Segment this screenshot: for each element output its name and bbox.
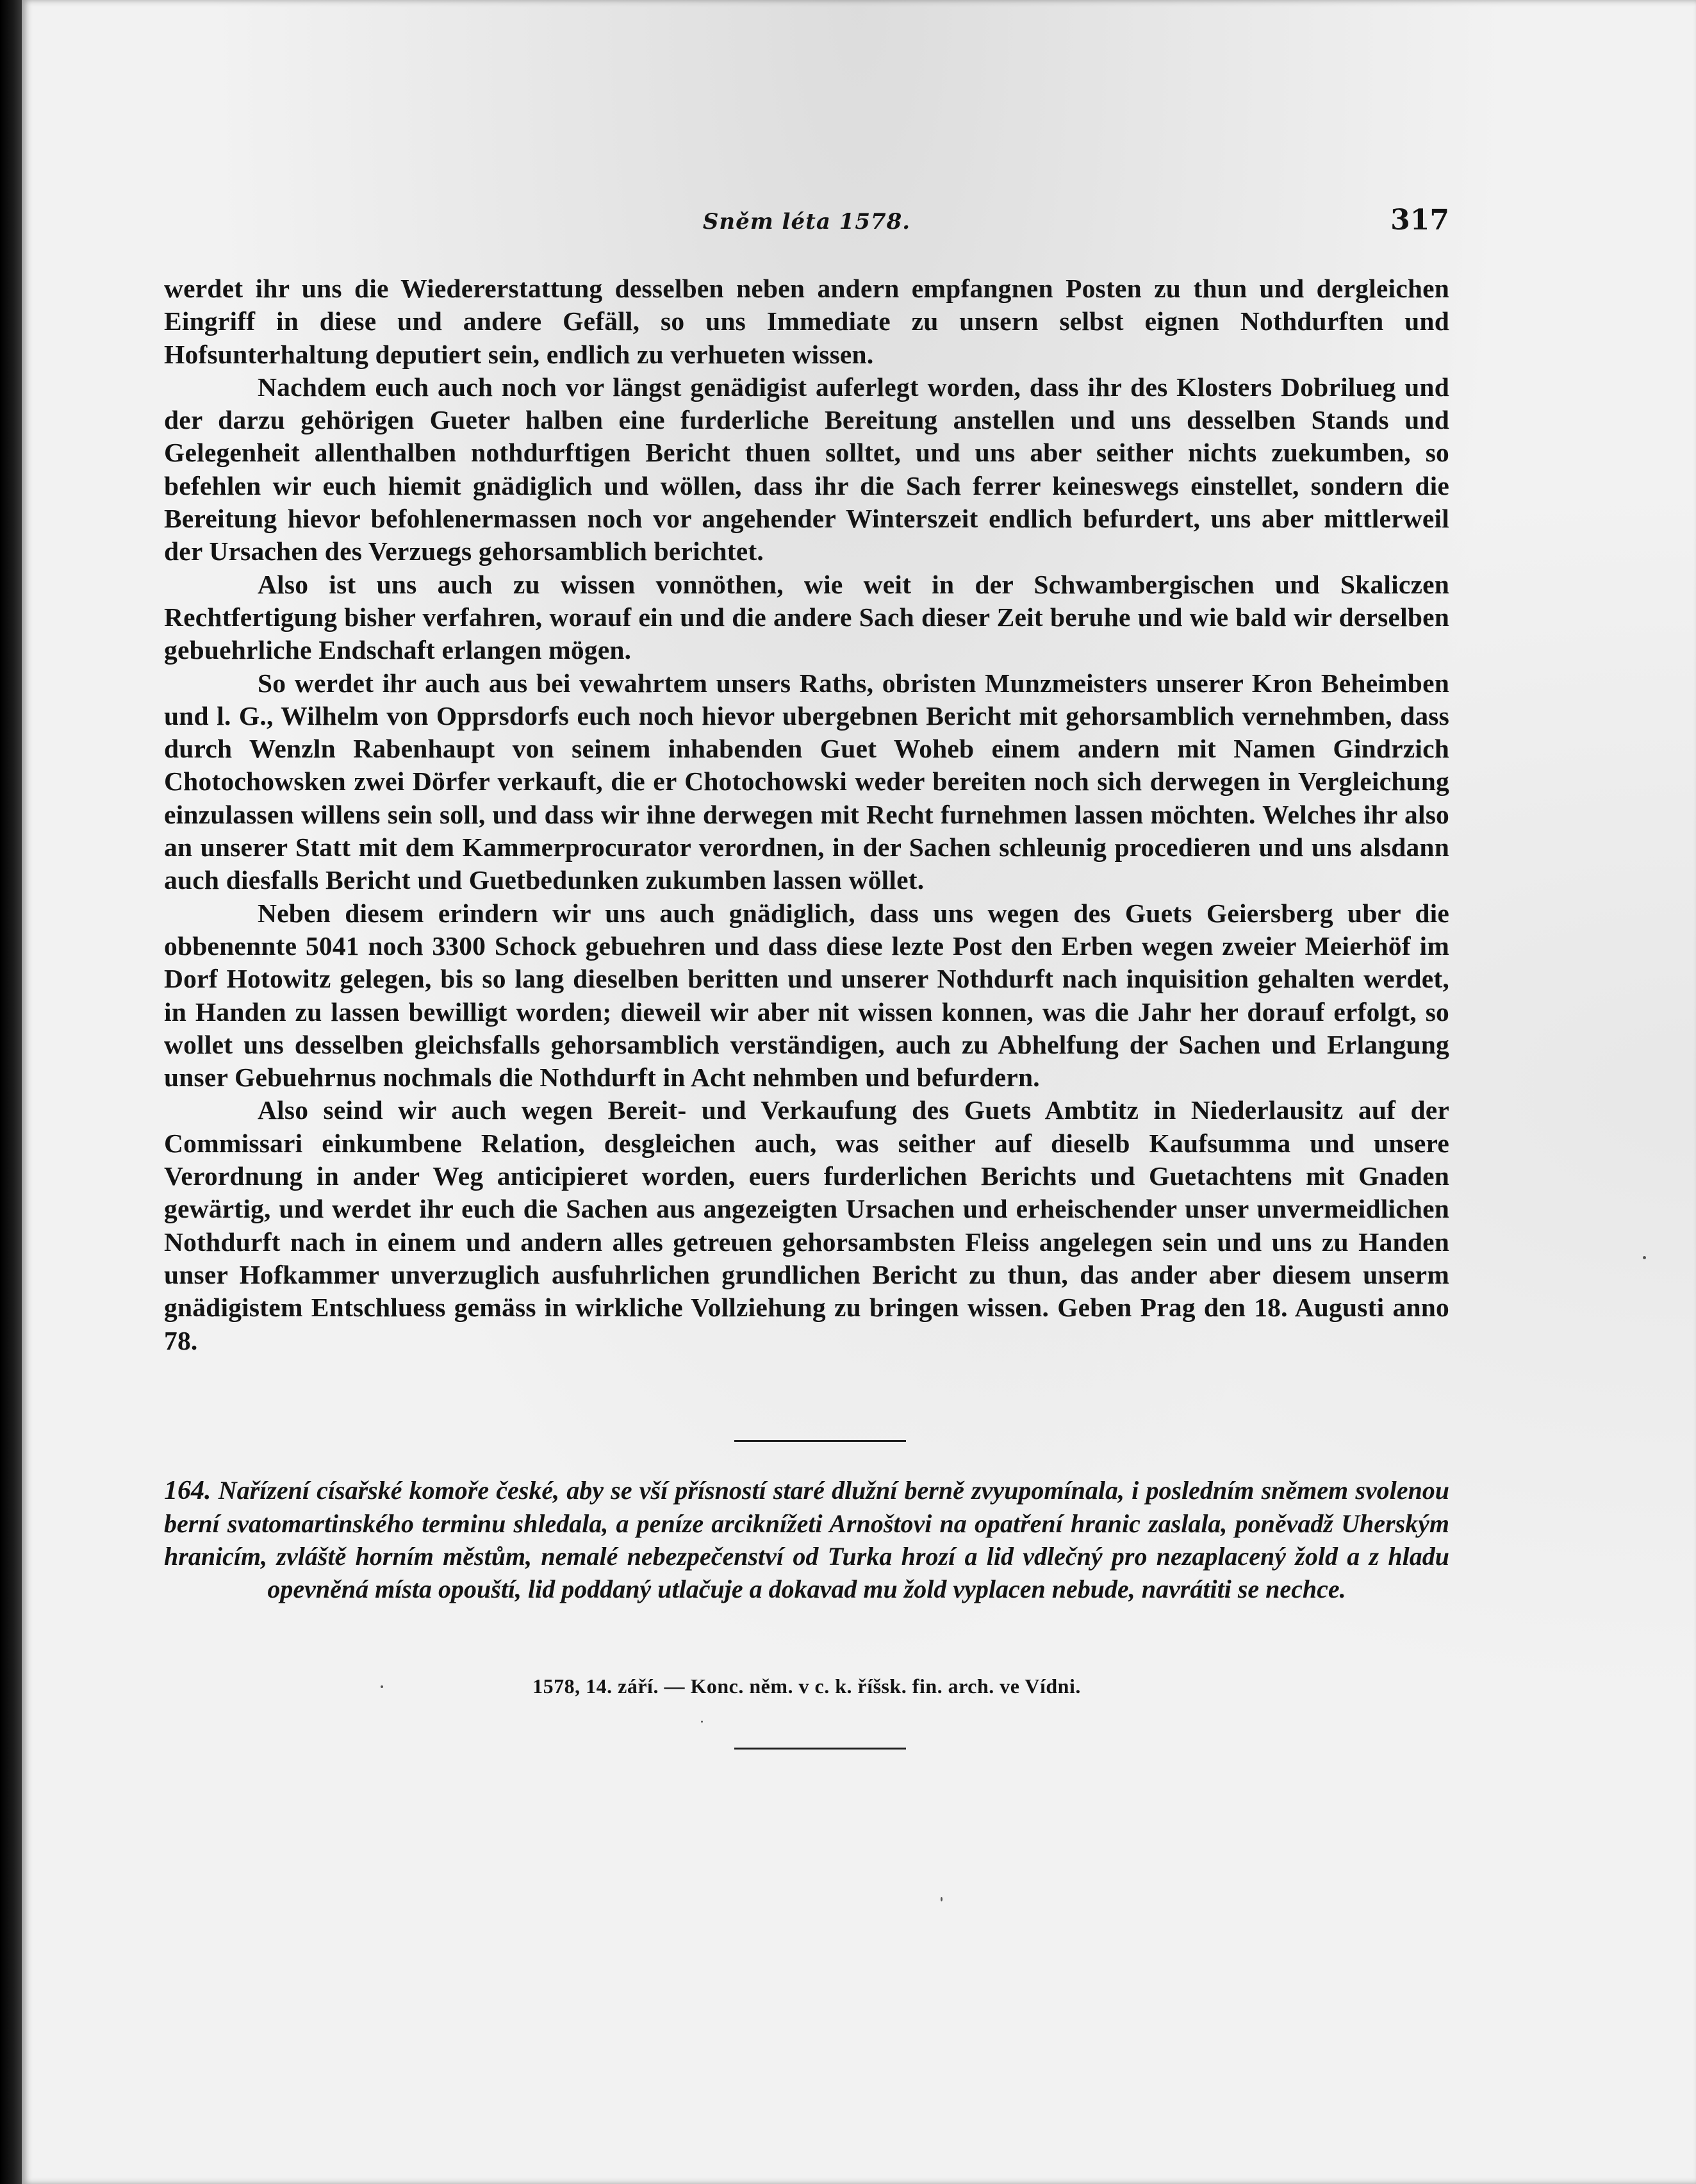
paragraph: So werdet ihr auch aus bei vewahrtem unsers Raths, obristen Munzmeisters unserer Kron Beheimben und l. G., Wilhelm von Opprsdorfs euch noch hievor ubergebnen Bericht mit gehorsamblich vernehmben, dass durch Wenzln Rabenhaupt von seinem inhabenden Guet Woheb einem andern mit Namen Gindrzich Chotochowsken zwei Dörfer verkauft, die er Chotochowski weder bereiten noch sich derwegen in Vergleichung einzulassen willens sein soll, und dass wir ihne derwegen mit Recht furnehmen lassen möchten. Welches ihr also an unserer Statt mit dem Kammerprocurator verordnen, in der Sachen schleunig procedieren und uns alsdann auch diesfalls Bericht und Guetbedunken zukumben lassen wöllet. [164,668,1449,895]
paragraph: Also seind wir auch wegen Bereit- und Verkaufung des Guets Ambtitz in Niederlausitz auf der Commissari einkumbene Relation, desgleichen auch, was seither auf dieselb Kaufsumma und unsere Verordnung in ander Weg anticipieret worden, euers furderlichen Berichts und Guetachtens mit Gnaden gewärtig, und werdet ihr euch die Sachen aus angezeigten Ursachen und erheischender unser unvermeidlichen Nothdurft nach in einem und andern alles getreuen gehorsambsten Fleiss angelegen sein und uns zu Handen unser Hofkammer unverzuglich ausfuhrlichen grundlichen Bericht zu thun, das ander aber diesem unserm gnädigistem Entschluess gemäss in wirkliche Vollziehung zu bringen wissen. Geben Prag den 18. Augusti anno 78. [164,1095,1449,1355]
paragraph: Also ist uns auch zu wissen vonnöthen, wie weit in der Schwambergischen und Skaliczen Rechtfertigung bisher verfahren, worauf ein und die andere Sach dieser Zeit beruhe und wie bald wir derselben gebuehrliche Endschaft erlangen mögen. [164,569,1449,665]
document-number: 164. [164,1476,211,1505]
page-header [164,204,1449,242]
scan-speck [941,1897,943,1901]
section-divider [734,1440,906,1442]
scan-speck [701,1721,703,1723]
paragraph: werdet ihr uns die Wiedererstattung desselben neben andern empfangnen Posten zu thun und dergleichen Eingriff in diese und andere Gefäll, so uns Immediate zu unsern selbst eignen Nothdurften und Hofsunterhaltung deputiert sein, endlich zu verhueten wissen. [164,274,1449,369]
document-source: 1578, 14. září. — Konc. něm. v c. k. říšsk. fin. arch. ve Vídni. [532,1675,1081,1698]
paragraph: Nachdem euch auch noch vor längst genädigist auferlegt worden, dass ihr des Klosters Dobrilueg und der darzu gehörigen Gueter halben eine furderliche Bereitung anstellen und uns desselben Stands und Gelegenheit allenthalben nothdurftigen Bericht thuen solltet, und uns aber seither nichts zuekumben, so befehlen wir euch hiemit gnädiglich und wöllen, dass ihr die Sach ferrer keineswegs einstellet, sondern die Bereitung hievor befohlenermassen noch vor angehender Winterszeit endlich befurdert, uns aber mittlerweil der Ursachen des Verzuegs gehorsamblich berichtet. [164,372,1449,567]
scan-speck [1643,1256,1646,1259]
document-summary: Nařízení císařské komoře české, aby se vší přísností staré dlužní berně zvyupomínala, i posledním sněmem svolenou berní svatomartinského terminu shledala, a peníze arciknížeti Arnoštovi na opatření hranic zaslala, poněvadž Uherským hranicím, zvláště horním městům, nemalé nebezpečenství od Turka hrozí a lid vdlečný pro nezaplacený žold a z hladu opevněná místa opouští, lid poddaný utlačuje a dokavad mu žold vyplacen nebude, navrátiti se nechce. [164,1476,1449,1603]
scan-edge [0,0,22,2184]
page-number: 317 [1390,204,1449,236]
running-title: Sněm léta 1578. [702,209,911,235]
body-text [164,272,1449,1357]
section-divider [734,1748,906,1750]
document-heading [164,1474,1449,1605]
paragraph: Neben diesem erindern wir uns auch gnädiglich, dass uns wegen des Guets Geiersberg uber die obbenennte 5041 noch 3300 Schock gebuehren und dass diese lezte Post den Erben wegen zweier Meierhöf im Dorf Hotowitz gelegen, bis so lang dieselben beritten und unserer Nothdurft nach inquisition gehalten werdet, in Handen zu lassen bewilligt worden; dieweil wir aber nit wissen konnen, was die Jahr her dorauf erfolgt, so wollet uns desselben gleichsfalls gehorsamblich verständigen, auch zu Abhelfung der Sachen und Erlangung unser Gebuehrnus nochmals die Nothdurft in Acht nehmben und befurdern. [164,898,1449,1093]
